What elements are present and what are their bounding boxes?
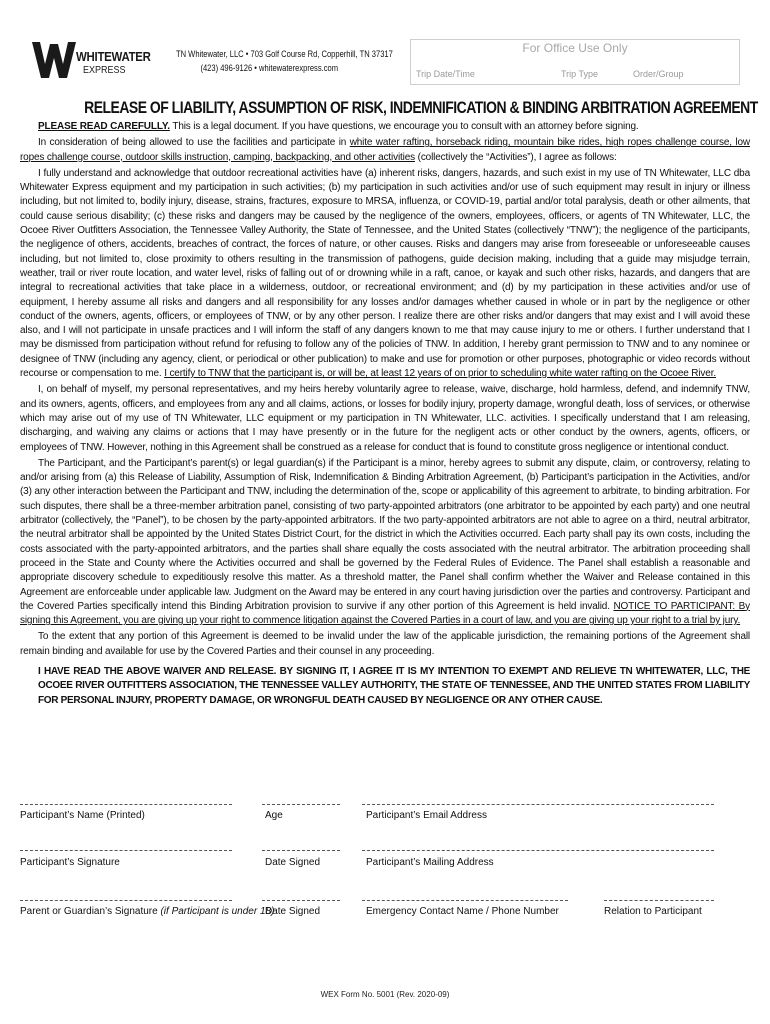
contact-line: (423) 496-9126 • whitewaterexpress.com — [200, 63, 339, 73]
company-address — [176, 47, 393, 75]
text-segment: The Participant, and the Participant’s parent(s) or legal guardian(s) if the Participant is a minor, hereby agrees to submit any dispute, claim, or controversy, relating to and/or arising from (a) this Release of Liability, Assumption of Risk, Indemnification & Binding Arbitration Agreement, (b) Participant’s participation in the Activities, and/or (3) any other interaction between the Participant and TNW, including the determination of the, scope or applicability of this agreement to arbitrate, to binding arbitration. For such disputes, there shall be a three-member arbitration panel, consisting of two party-appointed arbitrators (one arbitrator to be appointed by each party) and one neutral arbitrator (collectively, the “Panel”), to be chosen by the party-appointed arbitrators. If the two party-appointed arbitrators are not able to agree on a third, neutral arbitrator, the neutral arbitrator shall be appointed by the United States District Court, for the district in which the Activities occurred. Each party shall pay its own costs, including the costs associated with the party-appointed arbitrators, and the parties shall share equally the costs associated with the neutral arbitrator. The arbitration proceeding shall proceed in the State and County where the Activities occurred and shall be governed by the Federal Rules of Evidence. The Panel shall establish a reasonable and appropriate discovery schedule to expeditiously resolve this matter. As a threshold matter, the Panel shall confirm whether the Waiver and Release contained in this Agreement are enforceable under applicable law. Judgment on the Award may be entered in any court having jurisdiction over the parties and controversy. Participant and the Covered Parties specifically intend this Binding Arbitration provision to survive if any other portion of this Agreement is held invalid. — [20, 457, 750, 612]
arbitration-paragraph — [20, 457, 750, 629]
date-signed-label: Date Signed — [265, 857, 321, 868]
order-group-label: Order/Group — [633, 69, 684, 79]
relation-line[interactable] — [604, 900, 714, 901]
email-line[interactable] — [362, 804, 714, 805]
form-number: WEX Form No. 5001 (Rev. 2020-09) — [320, 990, 450, 999]
emergency-contact-label: Emergency Contact Name / Phone Number — [366, 906, 559, 917]
age-certification: I certify to TNW that the participant is, or will be, at least 12 years of on prior to scheduling white water rafting on the Ocoee River. — [164, 368, 716, 380]
age-line[interactable] — [262, 804, 340, 805]
office-use-box — [410, 39, 740, 85]
email-label: Participant’s Email Address — [366, 810, 487, 821]
guardian-date-line[interactable] — [262, 900, 340, 901]
mailing-address-line[interactable] — [362, 850, 714, 851]
mailing-address-label: Participant’s Mailing Address — [366, 857, 494, 868]
logo-brand-text: WHITEWATER — [76, 49, 151, 64]
please-read-label: PLEASE READ CAREFULLY. — [38, 121, 170, 132]
guardian-date-label: Date Signed — [265, 906, 321, 917]
date-signed-line[interactable] — [262, 850, 340, 851]
relation-label: Relation to Participant — [604, 906, 702, 917]
participant-name-line[interactable] — [20, 804, 232, 805]
whitewater-express-logo — [30, 38, 150, 84]
intro-paragraph — [20, 120, 750, 134]
participant-signature-label: Participant’s Signature — [20, 857, 120, 868]
intro-text: This is a legal document. If you have questions, we encourage you to consult with an attorney before signing. — [172, 121, 639, 132]
participant-name-label: Participant’s Name (Printed) — [20, 810, 145, 821]
release-paragraph: I, on behalf of myself, my personal representatives, and my heirs hereby voluntarily agree to release, waive, discharge, hold harmless, defend, and indemnify TNW, and its owners, agents, officers, and employees from any and all claims, actions, or losses for bodily injury, property damage, wrongful death, loss of services, or otherwise which may arise out of my use of TN Whitewater, LLC equipment or my participation in TN Whitewater, LLC. activities. I specifically understand that I am releasing, discharging, and waiving any claims or actions that I may have presently or in the future for the negligent acts or other conduct by the owners, agents, officers, or employees of TNW. However, nothing in this Agreement shall be construed as a release for conduct that is found to constitute gross negligence or intentional conduct. — [20, 384, 750, 453]
guardian-signature-line[interactable] — [20, 900, 232, 901]
risk-paragraph — [20, 167, 750, 381]
text-segment: (collectively the “Activities”), I agree as follows: — [417, 151, 617, 163]
age-label: Age — [265, 810, 283, 821]
participant-signature-line[interactable] — [20, 850, 232, 851]
trip-date-label: Trip Date/Time — [416, 69, 475, 79]
text-segment: In consideration of being allowed to use the facilities and participate in — [38, 137, 347, 149]
logo-sub-text: EXPRESS — [83, 65, 126, 76]
guardian-signature-label — [20, 906, 274, 917]
emergency-contact-line[interactable] — [362, 900, 568, 901]
agreement-body — [20, 120, 750, 710]
guardian-note: (if Participant is under 18) — [160, 906, 275, 917]
notice-to-participant: NOTICE TO PARTICIPANT: By signing this Agreement, you are giving up your right to commence litigation against the Covered Parties in a court of law, and you are giving up your right to a trial by jury. — [20, 600, 750, 627]
severability-paragraph: To the extent that any portion of this Agreement is deemed to be invalid under the law of the applicable jurisdiction, the remaining portions of the Agreement shall remain binding and available for use by the Covered Parties and their counsel in any proceeding. — [20, 631, 750, 657]
text-segment: I fully understand and acknowledge that outdoor recreational activities have (a) inherent risks, dangers, hazards, and such exist in my use of TN Whitewater, LLC dba Whitewater Express equipment and my participation in such activities; (b) my participation in such activities and/or use of such equipment may result in injury or illness including, but not limited to, bodily injury, disease, strains, fractures, exposure to MRSA, influenza, or COVID-19, partial and/or total paralysis, death or other ailments, that could cause serious disability; (c) these risks and dangers may be caused by the negligence of the owners, employees, officers, or agents of TN Whitewater, LLC, the Ocoee River Outfitters Association, the Tennessee Valley Authority, the State of Tennessee, and the United States (collectively “TNW”); the negligence of the participants, the negligence of others, accidents, breaches of contract, the forces of nature, or other causes. Risks and dangers may arise from foreseeable or unforeseeable causes including, but not limited to, close proximity to others resulting in the transmission of pathogens, guide decision making, including that a guide may misjudge terrain, weather, trail or river route location, and water level, risks of falling out of or drowning while in a raft, canoe, or kayak and such other risks, hazards, and dangers that are integral to recreational activities that take place in a wilderness, outdoor, or recreational environment; and (d) by my participation in these activities and/or use of equipment, I hereby assume all risks and dangers and all responsibility for any losses and/or damages whether caused in whole or in part by the negligence or other conduct of the owners, agents, officers, or employees of TNW, or by any other person. I realize there are other risks and/or dangers that may exist and I will avoid these also, and I will not participate in unsafe practices and I will inform the staff of any dangers known to me that may cause injury to me or others. I further understand that I may be dismissed from participation without refund for refusing to follow any of the policies of TNW. In addition, I hereby grant permission to TNW and to any nominee or designee of TNW (including any agency, client, or periodical or other publication) to make and use for promotion or other purposes, photographic or video records without recourse or compensation to me. — [20, 167, 750, 380]
activities-list: white water rafting, horseback riding, mountain bike rides, high ropes challenge course, low ropes challenge course, outdoor skills instruction, camping, backpacking, and other activities — [20, 137, 750, 163]
acknowledgement-paragraph: I HAVE READ THE ABOVE WAIVER AND RELEASE. BY SIGNING IT, I AGREE IT IS MY INTENTION TO EXEMPT AND RELIEVE TN WHITEWATER, LLC, THE OCOEE RIVER OUTFITTERS ASSOCIATION, THE TENNESSEE VALLEY AUTHORITY, THE STATE OF TENNESSEE, AND THE UNITED STATES FROM LIABILITY FOR PERSONAL INJURY, PROPERTY DAMAGE, OR WRONGFUL DEATH CAUSED BY NEGLIGENCE OR ANY OTHER CAUSE. — [38, 665, 750, 706]
guardian-signature-text: Parent or Guardian’s Signature — [20, 906, 158, 917]
logo-w-icon — [30, 38, 78, 82]
document-title: RELEASE OF LIABILITY, ASSUMPTION OF RISK, INDEMNIFICATION & BINDING ARBITRATION AGREEMENT — [84, 98, 758, 117]
office-use-title: For Office Use Only — [522, 41, 628, 55]
address-line: TN Whitewater, LLC • 703 Golf Course Rd, Copperhill, TN 37317 — [176, 49, 393, 59]
consideration-paragraph — [20, 136, 750, 165]
trip-type-label: Trip Type — [561, 69, 599, 79]
